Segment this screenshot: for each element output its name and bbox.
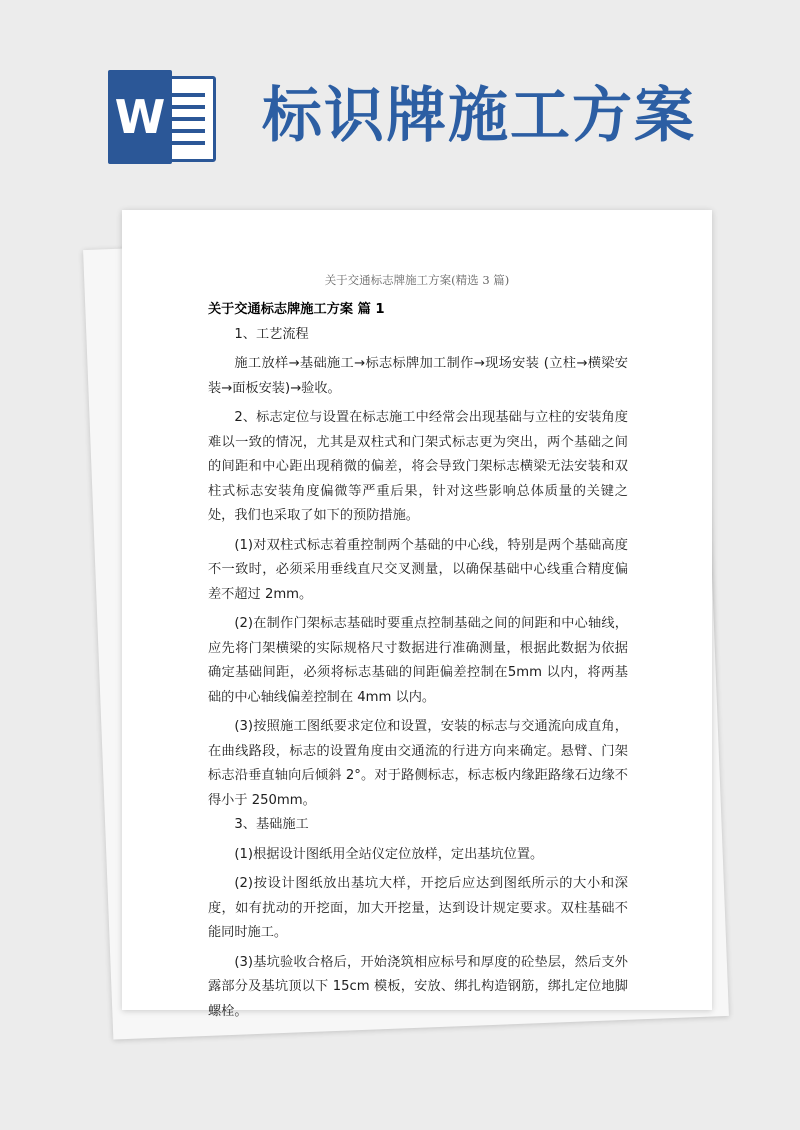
paragraph: (1)根据设计图纸用全站仪定位放样，定出基坑位置。 [234,846,544,862]
paragraph: (2)在制作门架标志基础时要重点控制基础之间的间距和中心轴线，应先将门架横梁的实际规格尺寸数据进行准确测量，根据此数据为依据确定基础间距，必须将标志基础的间距偏差控制在5mm 以内，将两基础的中心轴线偏差控制在 4mm 以内。 [208,616,628,705]
paper-sheet [122,210,712,1019]
word-letter-badge: W [108,70,172,164]
paragraph: (3)按照施工图纸要求定位和设置，安装的标志与交通流向成直角，在曲线路段，标志的设置角度由交通流的行进方向来确定。悬臂、门架标志沿垂直轴向后倾斜 2°。对于路侧标志，标志板内缘距路缘石边缘不得小于 250mm。 [208,719,628,808]
section-heading: 关于交通标志牌施工方案 篇 1 [208,302,385,317]
page-title: 标识牌施工方案 [262,81,696,151]
paragraph: 2、标志定位与设置在标志施工中经常会出现基础与立柱的安装角度难以一致的情况，尤其是双柱式和门架式标志更为突出，两个基础之间的间距和中心距出现稍微的偏差，将会导致门架标志横梁无法安装和双柱式标志安装角度偏微等严重后果，针对这些影响总体质量的关键之处，我们也采取了如下的预防措施。 [208,410,628,523]
paragraph: (3)基坑验收合格后，开始浇筑相应标号和厚度的砼垫层，然后支外露部分及基坑顶以下 15cm 模板，安放、绑扎构造钢筋，绑扎定位地脚螺栓。 [208,954,628,1019]
running-head: 关于交通标志牌施工方案(精选 3 篇) [324,273,510,287]
paragraph: 3、基础施工 [234,817,309,832]
document-body [208,298,628,1024]
paragraph: (2)按设计图纸放出基坑大样，开挖后应达到图纸所示的大小和深度，如有扰动的开挖面，加大开挖量，达到设计规定要求。双柱基础不能同时施工。 [208,876,628,940]
paragraph: 施工放样→基础施工→标志标牌加工制作→现场安装 (立柱→横梁安装→面板安装)→验收。 [208,356,628,396]
word-logo-icon [108,70,220,164]
paragraph: 1、工艺流程 [234,326,309,342]
paragraph: (1)对双柱式标志着重控制两个基础的中心线，特别是两个基础高度不一致时，必须采用垂线直尺交叉测量，以确保基础中心线重合精度偏差不超过 2mm。 [208,537,628,602]
